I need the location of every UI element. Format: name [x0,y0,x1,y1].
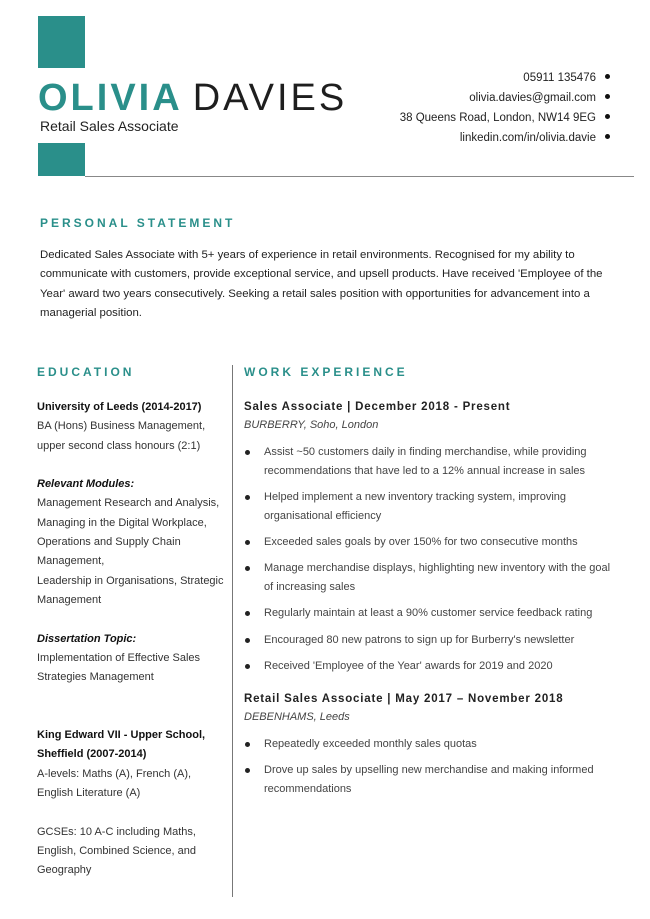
job-company: BURBERRY, Soho, London [244,419,379,431]
decor-square-top [38,16,85,68]
column-divider [232,365,233,897]
education-heading: EDUCATION [37,365,135,379]
school-name: King Edward VII - Upper School, Sheffield (2007-2014) [37,729,206,761]
personal-statement-text: Dedicated Sales Associate with 5+ years of experience in retail environments. Recognised for my ability to communicate with customers, provide exceptional service, and upsell products. Have received 'Employee of the Year' award two years consecutively. Seeking a retail sales position with opportunities for advancement into a managerial position. [40,249,603,320]
work-section [244,398,614,806]
personal-statement-heading: PERSONAL STATEMENT [40,216,236,230]
gcses: GCSEs: 10 A-C including Maths, English, Combined Science, and Geography [37,825,196,877]
contact-linkedin[interactable]: linkedin.com/in/olivia.davie [400,128,610,148]
university-degree: BA (Hons) Business Management, upper second class honours (2:1) [37,420,206,452]
job-bullet: Received 'Employee of the Year' awards for 2019 and 2020 [244,657,614,676]
university-name: University of Leeds (2014-2017) [37,401,202,413]
dissertation-text: Implementation of Effective Sales Strategies Management [37,651,201,684]
work-experience-heading: WORK EXPERIENCE [244,365,408,379]
bullet-icon [605,134,610,139]
candidate-name [38,76,347,120]
bullet-icon [605,114,610,119]
job-bullet: Manage merchandise displays, highlighting new inventory with the goal of increasing sales [244,559,614,596]
contact-address: 38 Queens Road, London, NW14 9EG [400,108,610,128]
job-company: DEBENHAMS, Leeds [244,710,350,723]
bullet-icon [605,74,610,79]
job-title: Retail Sales Associate [40,118,179,134]
alevels: A-levels: Maths (A), French (A), English Literature (A) [37,767,192,799]
contact-block [400,68,610,148]
job-entry [244,398,614,676]
job-title-dates: Retail Sales Associate | May 2017 – November 2018 [244,692,564,705]
job-bullet: Helped implement a new inventory tracking system, improving organisational efficiency [244,488,614,525]
job-bullet: Assist ~50 customers daily in finding merchandise, while providing recommendations that have led to a 12% annual increase in sales [244,443,614,480]
header-divider [85,176,634,177]
contact-phone: 05911 135476 [400,68,610,88]
dissertation-label: Dissertation Topic: [37,632,137,645]
decor-square-bottom [38,143,85,176]
job-title-dates: Sales Associate | December 2018 - Present [244,401,511,413]
modules-label: Relevant Modules: [37,478,135,491]
job-bullet: Exceeded sales goals by over 150% for two consecutive months [244,533,614,552]
first-name: OLIVIA [38,77,183,119]
job-bullet: Regularly maintain at least a 90% customer service feedback rating [244,604,614,623]
job-bullet: Repeatedly exceeded monthly sales quotas [244,735,614,754]
job-bullet: Drove up sales by upselling new merchandise and making informed recommendations [244,761,614,798]
bullet-icon [605,94,610,99]
last-name: DAVIES [192,77,348,119]
education-section [37,398,227,880]
job-bullet: Encouraged 80 new patrons to sign up for Burberry's newsletter [244,631,614,650]
modules-text: Management Research and Analysis, Managing in the Digital Workplace, Operations and Supply Chain Management, Leadership in Organisations, Strategic Management [37,497,224,606]
contact-email[interactable]: olivia.davies@gmail.com [400,88,610,108]
job-entry [244,690,614,799]
